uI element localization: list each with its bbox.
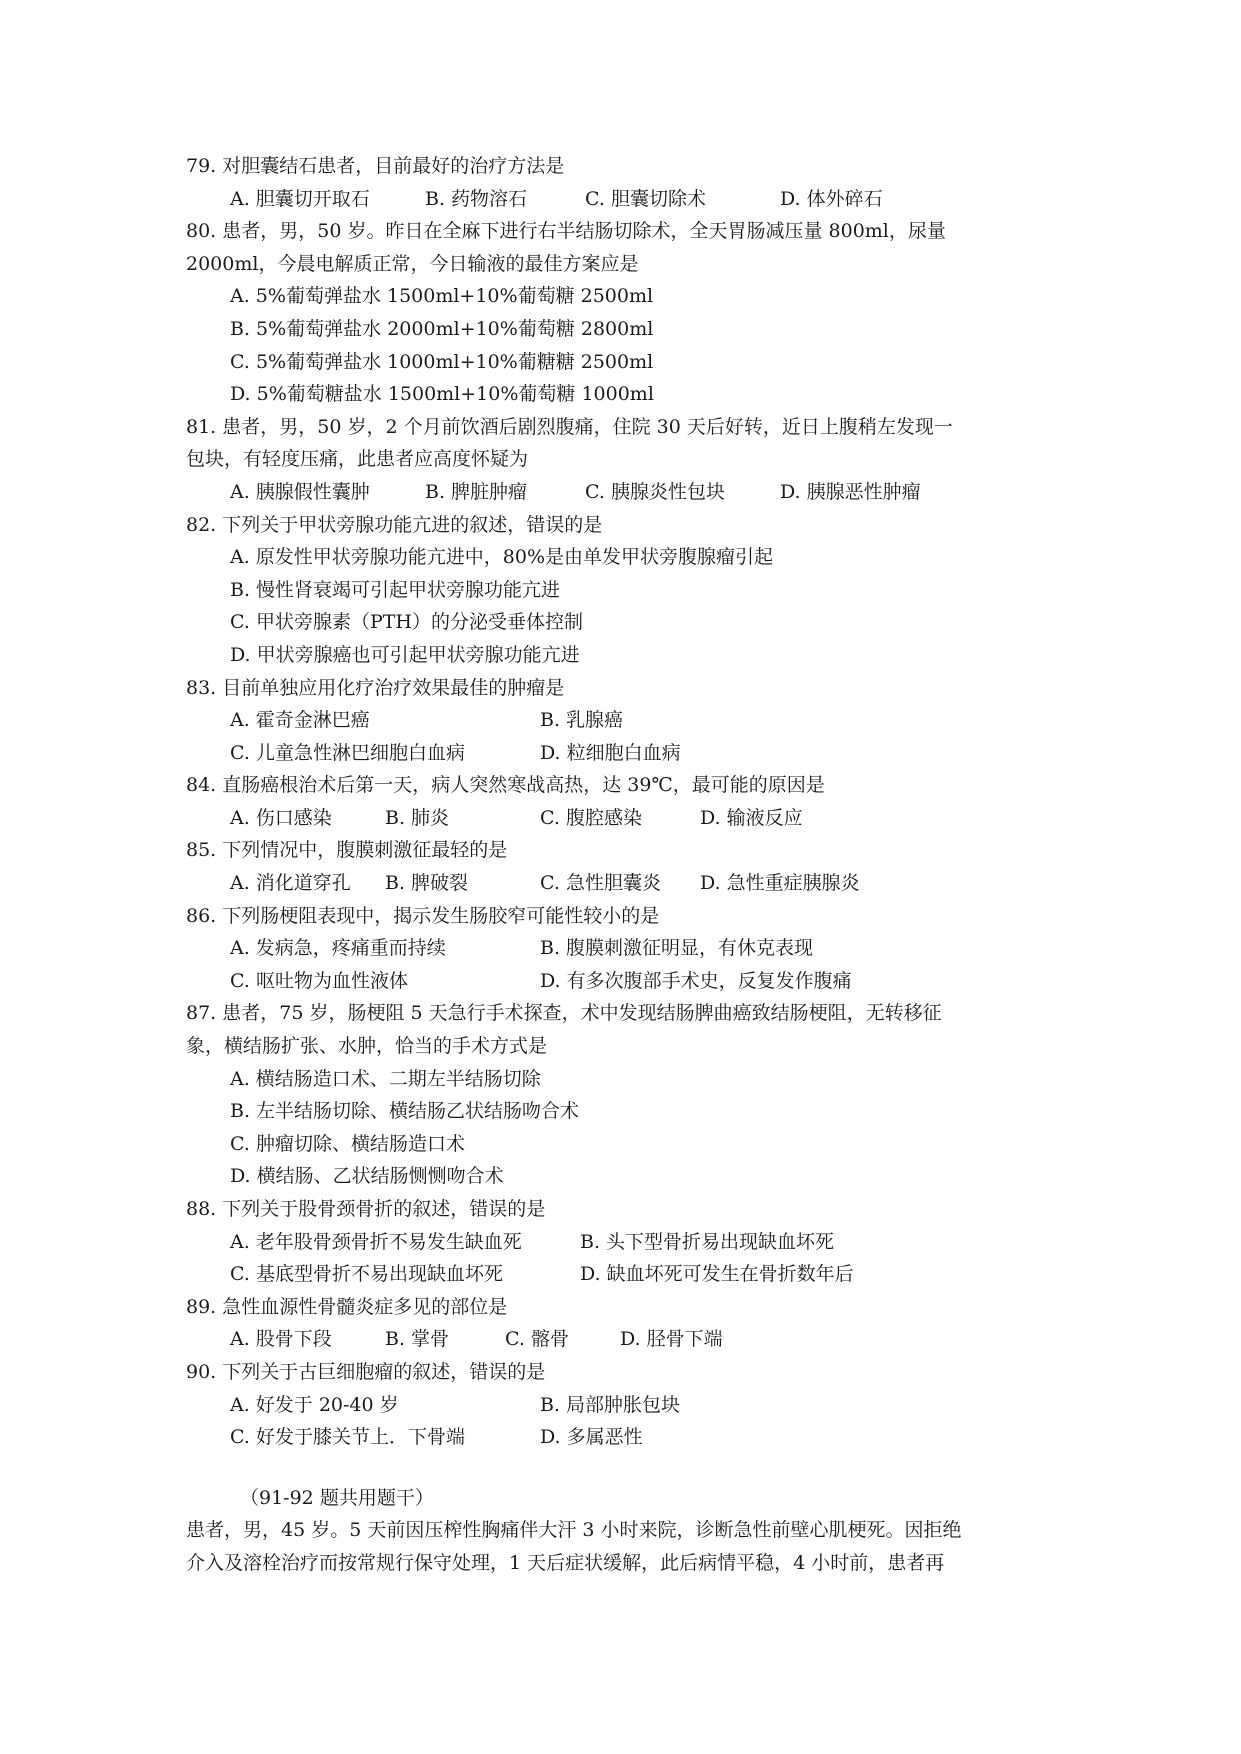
question-stem: 84. 直肠癌根治术后第一天，病人突然寒战高热，达 39℃，最可能的原因是: [186, 774, 825, 797]
answer-option: C. 好发于膝关节上．下骨端: [230, 1426, 465, 1449]
answer-option: A. 原发性甲状旁腺功能亢进中，80%是由单发甲状旁腹腺瘤引起: [230, 546, 774, 569]
answer-option: B. 左半结肠切除、横结肠乙状结肠吻合术: [230, 1100, 580, 1123]
question-item: [186, 215, 1066, 411]
question-list: [186, 150, 1066, 1580]
option-row: [186, 1095, 1066, 1128]
answer-option: B. 药物溶石: [425, 187, 528, 210]
option-row: [186, 737, 1066, 770]
answer-option: A. 胰腺假性囊肿: [230, 480, 370, 503]
answer-option: B. 乳腺癌: [540, 709, 624, 732]
answer-option: D. 5%葡萄糖盐水 1500ml+10%葡萄糖 1000ml: [230, 383, 654, 406]
answer-option: B. 脾脏肿瘤: [425, 480, 528, 503]
option-row: [186, 346, 1066, 379]
question-item: [186, 1193, 1066, 1291]
question-item: [186, 411, 1066, 509]
answer-option: D. 输液反应: [700, 806, 803, 829]
answer-option: B. 腹膜刺激征明显，有休克表现: [540, 937, 814, 960]
question-stem: 86. 下列肠梗阻表现中，揭示发生肠胶窄可能性较小的是: [186, 904, 660, 927]
option-row: [186, 313, 1066, 346]
option-row: [186, 280, 1066, 313]
answer-option: B. 头下型骨折易出现缺血坏死: [580, 1230, 835, 1253]
answer-option: A. 发病急，疼痛重而持续: [230, 937, 446, 960]
answer-option: D. 粒细胞白血病: [540, 741, 681, 764]
option-row: [186, 1421, 1066, 1454]
question-stem: 89. 急性血源性骨髓炎症多见的部位是: [186, 1295, 508, 1318]
answer-option: C. 基底型骨折不易出现缺血坏死: [230, 1263, 503, 1286]
question-stem: 象，横结肠扩张、水肿，恰当的手术方式是: [186, 1035, 548, 1058]
option-row: [186, 639, 1066, 672]
shared-stem-text: 患者，男，45 岁。5 天前因压榨性胸痛伴大汗 3 小时来院，诊断急性前壁心肌梗死。因拒绝: [186, 1519, 962, 1542]
option-row: [186, 183, 1066, 216]
question-stem: 包块，有轻度压痛，此患者应高度怀疑为: [186, 448, 529, 471]
option-row: [186, 867, 1066, 900]
answer-option: B. 掌骨: [385, 1328, 450, 1351]
option-row: [186, 378, 1066, 411]
answer-option: C. 腹腔感染: [540, 806, 642, 829]
answer-option: D. 缺血坏死可发生在骨折数年后: [580, 1263, 854, 1286]
answer-option: D. 有多次腹部手术史，反复发作腹痛: [540, 969, 852, 992]
option-row: [186, 704, 1066, 737]
option-row: [186, 802, 1066, 835]
answer-option: A. 股骨下段: [230, 1328, 332, 1351]
answer-option: B. 5%葡萄弹盐水 2000ml+10%葡萄糖 2800ml: [230, 317, 654, 340]
question-item: [186, 672, 1066, 770]
answer-option: B. 慢性肾衰竭可引起甲状旁腺功能亢进: [230, 578, 561, 601]
question-item: [186, 1291, 1066, 1356]
option-row: [186, 1128, 1066, 1161]
question-stem: 81. 患者，男，50 岁，2 个月前饮酒后剧烈腹痛，住院 30 天后好转，近日上腹稍左发现一: [186, 415, 953, 438]
answer-option: C. 髂骨: [505, 1328, 569, 1351]
answer-option: D. 胫骨下端: [620, 1328, 723, 1351]
answer-option: A. 老年股骨颈骨折不易发生缺血死: [230, 1230, 522, 1253]
question-stem: 2000ml，今晨电解质正常，今日输液的最佳方案应是: [186, 252, 639, 275]
question-stem: 90. 下列关于古巨细胞瘤的叙述，错误的是: [186, 1360, 546, 1383]
answer-option: A. 伤口感染: [230, 806, 332, 829]
question-stem: 83. 目前单独应用化疗治疗效果最佳的肿瘤是: [186, 676, 565, 699]
question-item: [186, 1356, 1066, 1454]
answer-option: C. 胰腺炎性包块: [585, 480, 725, 503]
question-item: [186, 150, 1066, 215]
answer-option: D. 横结肠、乙状结肠恻恻吻合术: [230, 1165, 504, 1188]
question-item: [186, 997, 1066, 1193]
question-stem: 79. 对胆囊结石患者，目前最好的治疗方法是: [186, 155, 565, 177]
answer-option: D. 甲状旁腺癌也可引起甲状旁腺功能亢进: [230, 643, 580, 666]
answer-option: A. 霍奇金淋巴癌: [230, 709, 370, 732]
answer-option: C. 肿瘤切除、横结肠造口术: [230, 1132, 465, 1155]
answer-option: D. 急性重症胰腺炎: [700, 872, 860, 895]
question-stem: 82. 下列关于甲状旁腺功能亢进的叙述，错误的是: [186, 513, 603, 536]
answer-option: C. 急性胆囊炎: [540, 872, 661, 895]
shared-stem-title: （91-92 题共用题干）: [240, 1486, 434, 1509]
answer-option: D. 胰腺恶性肿瘤: [780, 480, 921, 503]
answer-option: A. 好发于 20-40 岁: [230, 1393, 399, 1416]
question-item: [186, 769, 1066, 834]
question-stem: 80. 患者，男，50 岁。昨日在全麻下进行右半结肠切除术，全天胃肠减压量 800ml，尿量: [186, 220, 946, 243]
option-row: [186, 932, 1066, 965]
answer-option: C. 儿童急性淋巴细胞白血病: [230, 741, 465, 764]
answer-option: B. 脾破裂: [385, 872, 469, 895]
question-stem: 88. 下列关于股骨颈骨折的叙述，错误的是: [186, 1198, 546, 1220]
option-row: [186, 606, 1066, 639]
answer-option: A. 胆囊切开取石: [230, 187, 370, 210]
question-item: [186, 900, 1066, 998]
option-row: [186, 965, 1066, 998]
answer-option: C. 呕吐物为血性液体: [230, 969, 408, 992]
answer-option: C. 甲状旁腺素（PTH）的分泌受垂体控制: [230, 611, 583, 634]
answer-option: B. 局部肿胀包块: [540, 1393, 681, 1416]
answer-option: A. 5%葡萄弹盐水 1500ml+10%葡萄糖 2500ml: [230, 285, 654, 308]
option-row: [186, 1063, 1066, 1096]
answer-option: C. 5%葡萄弹盐水 1000ml+10%葡糖糖 2500ml: [230, 350, 654, 373]
shared-stem-text: 介入及溶栓治疗而按常规行保守处理，1 天后症状缓解，此后病情平稳，4 小时前，患者再: [186, 1551, 945, 1574]
answer-option: C. 胆囊切除术: [585, 187, 706, 210]
answer-option: A. 横结肠造口术、二期左半结肠切除: [230, 1067, 541, 1090]
question-item: [186, 509, 1066, 672]
question-stem: 85. 下列情况中，腹膜刺激征最轻的是: [186, 839, 508, 862]
option-row: [186, 1389, 1066, 1422]
option-row: [186, 574, 1066, 607]
answer-option: D. 多属恶性: [540, 1426, 643, 1449]
answer-option: D. 体外碎石: [780, 187, 883, 210]
answer-option: A. 消化道穿孔: [230, 872, 351, 895]
option-row: [186, 1258, 1066, 1291]
section-gap: [186, 1454, 1066, 1482]
question-stem: 87. 患者，75 岁，肠梗阻 5 天急行手术探查，术中发现结肠脾曲癌致结肠梗阻，无转移征: [186, 1002, 942, 1025]
option-row: [186, 1323, 1066, 1356]
answer-option: B. 肺炎: [385, 806, 450, 829]
question-item: [186, 834, 1066, 899]
option-row: [186, 1160, 1066, 1193]
option-row: [186, 1226, 1066, 1259]
option-row: [186, 541, 1066, 574]
option-row: [186, 476, 1066, 509]
